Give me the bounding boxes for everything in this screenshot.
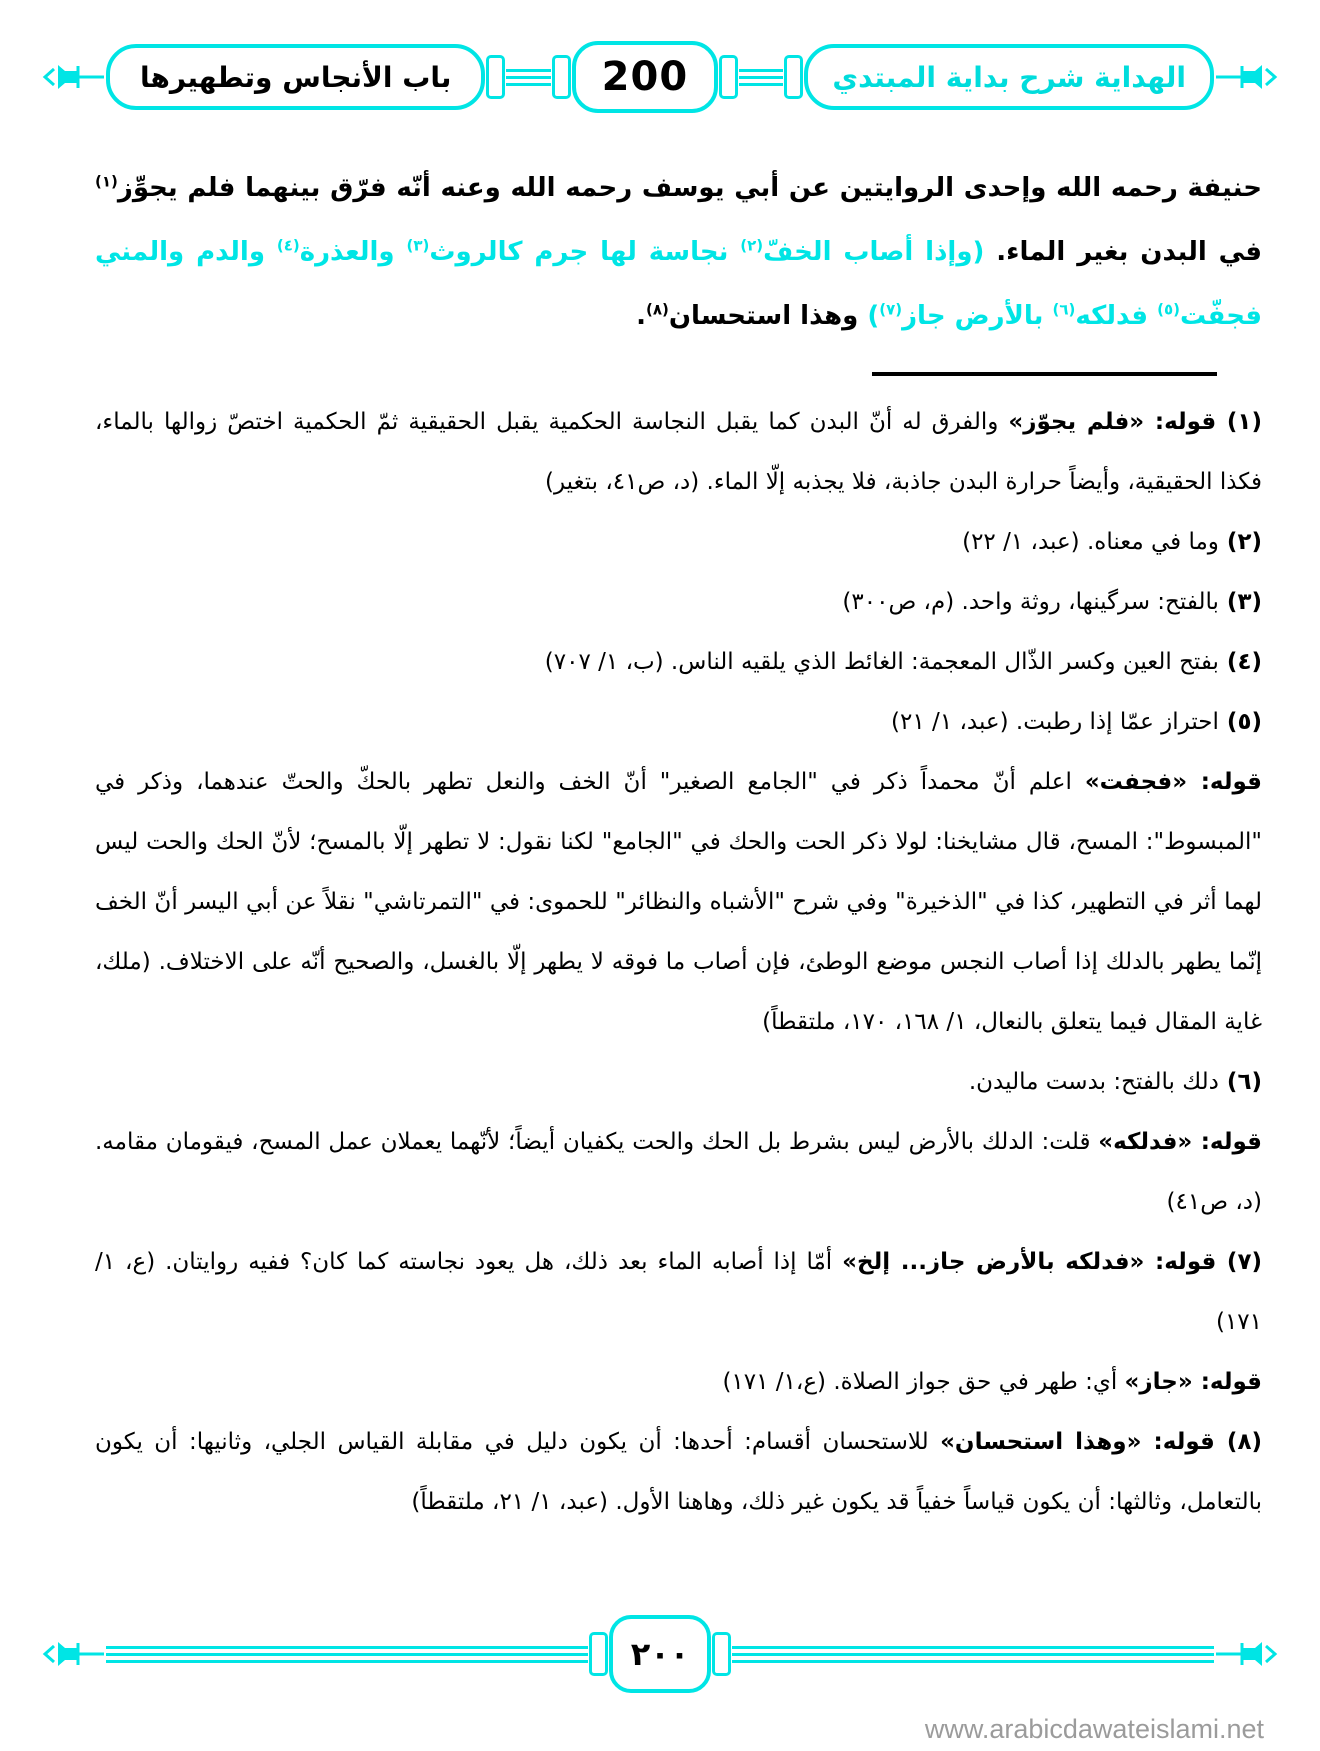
rail-knot <box>589 1632 608 1676</box>
right-ornament-arrow-icon <box>1214 1634 1278 1674</box>
text-run: بالفتح: سرگينها، روثة واحد. (م، ص٣٠٠) <box>842 589 1219 615</box>
text-run: في البدن بغير الماء. <box>984 237 1262 267</box>
footnote-marker: (٢) <box>740 236 764 255</box>
footnote-marker: (٦) <box>1052 300 1076 319</box>
matn-paragraph <box>95 156 1262 348</box>
footnote-paragraph <box>95 632 1262 692</box>
text-run: قوله: «فجفت» <box>1084 769 1262 795</box>
chapter-title-cartouche <box>106 44 485 110</box>
footnote-marker: (٤) <box>276 236 300 255</box>
footer-page-number-cartouche <box>609 1615 712 1693</box>
right-ornament-arrow-icon <box>1214 57 1278 97</box>
text-run: (٥) <box>1218 709 1262 735</box>
rail-knot <box>552 55 571 99</box>
text-run: وما في معناه. (عبد، ١/ ٢٢) <box>962 529 1219 555</box>
footnote-separator <box>872 372 1217 376</box>
text-run: (٤) <box>1218 649 1262 675</box>
rail <box>739 69 783 86</box>
rail <box>506 69 550 86</box>
text-run: بالأرض جاز <box>902 301 1053 331</box>
text-run: بفتح العين وكسر الذّال المعجمة: الغائط الذي يلقيه الناس. (ب، ١/ ٧٠٧) <box>544 649 1219 675</box>
footnote-marker: (٨) <box>645 300 669 319</box>
text-run: حنيفة رحمه الله وإحدى الروايتين عن أبي يوسف رحمه الله وعنه أنّه فرّق بينهما فلم يجوِّز <box>117 173 1262 203</box>
footnote-paragraph <box>95 392 1262 512</box>
text-run: «فدلكه بالأرض جاز... إلخ» <box>842 1249 1145 1275</box>
footer-band <box>42 1611 1278 1697</box>
footnote-paragraph <box>95 572 1262 632</box>
rail-knot <box>719 55 738 99</box>
text-run: قوله: «جاز» <box>1124 1369 1262 1395</box>
text-run: أمّا إذا أصابه الماء بعد ذلك، هل يعود نجاسته كما كان؟ ففيه روايتان. (ع، ١/ ١٧١) <box>95 1249 1262 1335</box>
page-number: 200 <box>601 54 689 100</box>
text-run: أي: طهر في حق جواز الصلاة. (ع،١/ ١٧١) <box>722 1369 1125 1395</box>
footer-page-number: ٢٠٠ <box>630 1635 690 1673</box>
text-run: (٢) <box>1218 529 1262 555</box>
text-run: (٦) <box>1218 1069 1262 1095</box>
text-run: فدلكه <box>1075 301 1158 331</box>
footnote-paragraph <box>95 692 1262 752</box>
rail-knot <box>784 55 803 99</box>
text-run: (وإذا أصاب الخفّ <box>763 237 985 267</box>
rail-knot <box>486 55 505 99</box>
footnote-marker: (١) <box>95 172 118 191</box>
rail <box>732 1646 1214 1663</box>
text-run: نجاسة لها جرم كالروث <box>429 237 741 267</box>
book-title: الهداية شرح بداية المبتدي <box>832 60 1187 94</box>
rail <box>106 1646 588 1663</box>
footnote-marker: (٥) <box>1157 300 1180 319</box>
footnote-marker: (٣) <box>406 236 430 255</box>
text-run: ) <box>867 301 880 331</box>
page-content <box>95 156 1262 1532</box>
footnote-paragraph <box>95 1112 1262 1232</box>
text-run: والفرق له أنّ البدن كما يقبل النجاسة الحكمية يقبل الحقيقية ثمّ الحكمية اختصّ زوالها بالماء، فكذا الحقيقية، وأيضاً حرارة البدن جاذبة، فلا يجذبه إلّا الماء. (د، ص٤١، بتغير) <box>95 409 1262 495</box>
text-run: قلت: الدلك بالأرض ليس بشرط بل الحك والحت يكفيان أيضاً؛ لأنّهما يعملان عمل المسح، فيقومان مقامه. (د، ص٤١) <box>95 1129 1262 1215</box>
text-run: احتراز عمّا إذا رطبت. (عبد، ١/ ٢١) <box>891 709 1219 735</box>
text-run: دلك بالفتح: بدست ماليدن. <box>968 1069 1219 1095</box>
text-run: للاستحسان أقسام: أحدها: أن يكون دليل في مقابلة القياس الجلي، وثانيها: أن يكون بالتعامل، وثالثها: أن يكون قياساً خفياً قد يكون غير ذلك، وهاهنا الأول. (عبد، ١/ ٢١، ملتقطاً) <box>95 1429 1262 1515</box>
text-run: والعذرة <box>299 237 407 267</box>
left-ornament-arrow-icon <box>42 57 106 97</box>
text-run: «فلم يجوّز» <box>1008 409 1145 435</box>
left-ornament-arrow-icon <box>42 1634 106 1674</box>
text-run: «وهذا استحسان» <box>940 1429 1142 1455</box>
text-run: قوله: «فدلكه» <box>1098 1129 1262 1155</box>
text-run: . <box>636 301 646 331</box>
footnote-paragraph <box>95 512 1262 572</box>
rail-knot <box>712 1632 731 1676</box>
header-band <box>42 34 1278 120</box>
footnote-paragraph <box>95 1352 1262 1412</box>
text-run: والدم والمني فجفّت <box>95 237 1262 331</box>
text-run: اعلم أنّ محمداً ذكر في "الجامع الصغير" أنّ الخف والنعل تطهر بالحكّ والحتّ عندهما، وذكر في "المبسوط": المسح، قال مشايخنا: لولا ذكر الحت والحك في "الجامع" لكنا نقول: لا تطهر إلّا بالمسح؛ لأنّ الحك والحت ليس لهما أثر في التطهير، كذا في "الذخيرة" وفي شرح "الأشباه والنظائر" للحموى: في "التمرتاشي" نقلاً عن أبي اليسر أنّ الخف إنّما يطهر بالدلك إذا أصاب النجس موضع الوطئ، فإن أصاب ما فوقه لا يطهر إلّا بالغسل، والصحيح أنّه على الاختلاف. (ملك، غاية المقال فيما يتعلق بالنعال، ١/ ١٦٨، ١٧٠، ملتقطاً) <box>95 769 1262 1035</box>
text-run: (٧) قوله: <box>1144 1249 1263 1275</box>
page-number-cartouche <box>572 41 719 113</box>
book-title-cartouche <box>804 44 1214 110</box>
footnote-marker: (٧) <box>879 300 903 319</box>
footnote-paragraph <box>95 1232 1262 1352</box>
text-run: (٣) <box>1218 589 1262 615</box>
text-run: (٨) قوله: <box>1141 1429 1262 1455</box>
text-run: وهذا استحسان <box>668 301 868 331</box>
chapter-title: باب الأنجاس وتطهيرها <box>140 60 452 94</box>
footnotes-section <box>95 392 1262 1532</box>
footnote-paragraph <box>95 752 1262 1052</box>
footnote-paragraph <box>95 1412 1262 1532</box>
watermark: www.arabicdawateislami.net <box>924 1714 1264 1744</box>
footnote-paragraph <box>95 1052 1262 1112</box>
text-run: (١) قوله: <box>1144 409 1262 435</box>
